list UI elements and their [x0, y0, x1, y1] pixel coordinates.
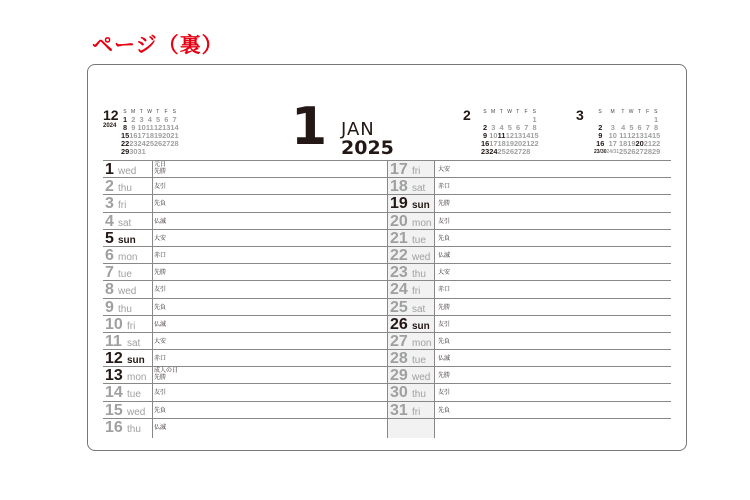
mini-day: 6: [164, 115, 169, 124]
day-row[interactable]: [388, 160, 671, 177]
day-row[interactable]: [103, 366, 387, 383]
mini-day: 21: [170, 131, 179, 140]
day-number: 18: [390, 178, 408, 196]
mini-day: 12: [505, 131, 514, 140]
day-number: 22: [390, 246, 408, 264]
day-number: 27: [390, 332, 408, 350]
day-weekday: fri: [127, 320, 136, 332]
day-number: 31: [390, 401, 408, 419]
mini-day: 29: [121, 147, 130, 156]
day-note: 赤口: [438, 287, 451, 294]
day-row[interactable]: [103, 418, 387, 435]
rokuyo-label: [154, 390, 166, 397]
day-row[interactable]: [388, 332, 671, 349]
mini-month-number: 2: [463, 107, 471, 123]
mini-day: 21: [522, 139, 531, 148]
rokuyo-label: [438, 339, 450, 346]
day-number: 2: [105, 178, 114, 196]
day-weekday: thu: [412, 389, 426, 401]
mini-day: [146, 148, 154, 156]
day-number: 26: [390, 315, 408, 333]
rokuyo-label: [154, 253, 166, 260]
weekday-letter: T: [621, 109, 625, 115]
day-number: 29: [390, 367, 408, 385]
day-note: 赤口: [438, 184, 451, 191]
mini-day: 16: [129, 131, 138, 140]
day-number: 12: [105, 350, 123, 368]
day-row[interactable]: [388, 263, 671, 280]
rokuyo-label: [154, 236, 166, 243]
day-note: 仏滅: [438, 252, 451, 259]
mini-day: [170, 148, 178, 156]
mini-day: 8: [532, 123, 537, 132]
mini-calendar-grid: [121, 108, 179, 156]
day-note: 赤口: [154, 356, 167, 363]
mini-day: 18: [145, 131, 154, 140]
mini-day: 15: [121, 131, 130, 140]
day-weekday: sat: [127, 337, 141, 349]
mini-day: 1: [532, 115, 537, 124]
day-number: 15: [105, 401, 123, 419]
day-note: 元日: [154, 162, 167, 168]
mini-day: 4: [621, 123, 626, 132]
day-note: 友引: [438, 218, 451, 225]
mini-day: 25: [619, 147, 628, 156]
day-row[interactable]: [103, 298, 387, 315]
day-weekday: wed: [118, 166, 137, 177]
mini-day: 9: [598, 131, 603, 140]
day-number: 10: [105, 315, 123, 333]
day-row[interactable]: [103, 332, 387, 349]
mini-day: 18: [619, 139, 628, 148]
weekday-letter: T: [499, 109, 504, 115]
day-weekday: wed: [127, 406, 146, 418]
day-row[interactable]: [103, 212, 387, 229]
day-row[interactable]: [388, 246, 671, 263]
mini-day: 25: [145, 139, 154, 148]
day-note: 先勝: [154, 270, 167, 277]
rokuyo-label: [154, 287, 166, 294]
day-note: 友引: [154, 184, 167, 191]
day-row[interactable]: [388, 349, 671, 366]
mini-day: 11: [497, 131, 506, 140]
mini-day: 26: [627, 147, 636, 156]
rokuyo-label: [438, 356, 450, 363]
day-weekday: fri: [118, 200, 127, 212]
mini-day: [530, 148, 538, 156]
mini-day: 27: [162, 139, 171, 148]
day-note: 赤口: [154, 252, 167, 259]
day-weekday: sun: [412, 320, 430, 332]
day-row[interactable]: [103, 246, 387, 263]
mini-day: 3: [491, 123, 496, 132]
weekday-letter: F: [164, 109, 169, 115]
day-number: 11: [105, 332, 122, 350]
day-number: 16: [105, 418, 123, 436]
day-number: 25: [390, 298, 408, 316]
mini-day: 7: [524, 123, 529, 132]
mini-calendar-grid: [481, 108, 539, 156]
day-weekday: fri: [412, 286, 421, 298]
mini-day: 9: [131, 123, 136, 132]
mini-day: 30: [129, 147, 138, 156]
rokuyo-label: [154, 339, 166, 346]
day-note: 成人の日: [154, 368, 179, 375]
day-weekday: wed: [412, 251, 431, 263]
day-weekday: sat: [412, 183, 426, 195]
day-weekday: thu: [127, 423, 141, 435]
mini-day: 5: [507, 123, 512, 132]
day-row[interactable]: [103, 160, 387, 177]
weekday-letter: W: [507, 109, 513, 115]
day-row[interactable]: [103, 401, 387, 418]
day-weekday: fri: [412, 166, 421, 177]
rokuyo-label: [154, 368, 178, 382]
rokuyo-label: [438, 236, 450, 243]
day-weekday: wed: [412, 372, 431, 384]
mini-day: 31: [137, 147, 146, 156]
mini-day: 2: [598, 123, 603, 132]
day-note: 仏滅: [154, 424, 167, 431]
mini-day: 14: [643, 131, 652, 140]
rokuyo-label: [438, 373, 450, 380]
weekday-letter: T: [637, 109, 642, 115]
rokuyo-label: [154, 356, 166, 363]
day-row[interactable]: [103, 280, 387, 297]
weekday-letter: W: [628, 109, 634, 115]
rokuyo-label: [438, 390, 450, 397]
mini-day: 19: [153, 131, 163, 140]
day-row[interactable]: [388, 401, 671, 418]
mini-day: 6: [515, 123, 521, 132]
mini-day: 13: [162, 123, 171, 132]
weekday-letter: S: [532, 109, 537, 115]
mini-day: 11: [145, 123, 154, 132]
day-weekday: sun: [118, 234, 136, 246]
days-column-right: [388, 160, 671, 435]
mini-day: 26: [153, 139, 163, 148]
mini-day: 5: [155, 115, 161, 124]
day-row[interactable]: [388, 212, 671, 229]
weekday-letter: M: [491, 109, 496, 115]
column-divider: [387, 160, 388, 438]
day-number: 6: [105, 246, 114, 264]
day-row[interactable]: [103, 263, 387, 280]
day-row[interactable]: [103, 349, 387, 366]
days-column-left: [103, 160, 387, 435]
day-weekday: sun: [127, 355, 145, 367]
day-weekday: tue: [127, 389, 141, 401]
rokuyo-label: [438, 322, 450, 329]
rokuyo-label: [438, 305, 450, 312]
mini-day: 5: [629, 123, 634, 132]
mini-day: [154, 148, 162, 156]
mini-day: 23: [481, 147, 490, 156]
day-number: 7: [105, 264, 114, 282]
mini-day: 13: [513, 131, 523, 140]
mini-day: 2: [131, 115, 136, 124]
day-note: 友引: [438, 321, 451, 328]
weekday-letter: S: [654, 109, 658, 115]
month-number: 1: [291, 97, 328, 157]
mini-day: 26: [505, 147, 514, 156]
mini-day: 1: [654, 115, 659, 124]
rokuyo-label: [438, 167, 450, 174]
mini-day: 7: [645, 123, 650, 132]
mini-day: 22: [651, 139, 661, 148]
weekday-letter: M: [131, 109, 136, 115]
mini-day: 27: [513, 147, 523, 156]
day-note: 大安: [154, 235, 167, 242]
mini-day: 17: [608, 139, 617, 148]
day-weekday: wed: [118, 286, 137, 298]
day-number: 19: [390, 195, 408, 213]
mini-day: 14: [522, 131, 531, 140]
mini-day: 4: [499, 123, 504, 132]
mini-day: 10: [608, 131, 617, 140]
weekday-letter: S: [123, 109, 128, 115]
mini-day: 17: [137, 131, 146, 140]
day-note: 大安: [438, 270, 451, 277]
day-number: 5: [105, 229, 114, 247]
day-note: 仏滅: [154, 218, 167, 225]
mini-day: 19: [627, 139, 636, 148]
row-label-divider-left: [152, 160, 153, 438]
mini-year: 2024: [103, 123, 117, 129]
mini-day: 18: [497, 139, 506, 148]
rokuyo-label: [438, 201, 450, 208]
mini-day: 23: [129, 139, 138, 148]
day-note: 友引: [154, 390, 167, 397]
mini-day: 3: [610, 123, 615, 132]
mini-day: 11: [619, 131, 628, 140]
rokuyo-label: [438, 408, 450, 415]
day-note: 大安: [438, 167, 451, 173]
day-number: 24: [390, 281, 408, 299]
mini-day: 12: [153, 123, 163, 132]
day-note: 大安: [154, 338, 167, 345]
mini-day: 15: [651, 131, 661, 140]
mini-month-number: 3: [576, 107, 584, 123]
day-number: 14: [105, 384, 123, 402]
mini-day: 15: [530, 131, 539, 140]
day-number: 1: [105, 161, 114, 178]
day-note: 先勝: [438, 304, 451, 311]
mini-day: 28: [522, 147, 531, 156]
day-row[interactable]: [388, 383, 671, 400]
mini-day: 27: [635, 147, 644, 156]
mini-day: 2: [483, 123, 488, 132]
mini-day: 28: [643, 147, 652, 156]
day-note: 仏滅: [438, 356, 451, 363]
mini-day: 14: [170, 123, 179, 132]
day-note: 先負: [438, 407, 451, 414]
mini-day: 22: [530, 139, 539, 148]
day-note: 友引: [438, 390, 451, 397]
mini-month-number: 12: [103, 107, 119, 123]
day-note: 先負: [154, 201, 167, 208]
weekday-letter: S: [483, 109, 488, 115]
rokuyo-label: [154, 408, 166, 415]
day-weekday: thu: [412, 269, 426, 281]
day-row[interactable]: [388, 229, 671, 246]
mini-day: 20: [635, 139, 644, 148]
mini-day: 12: [627, 131, 636, 140]
mini-day: 9: [483, 131, 488, 140]
weekday-letter: W: [147, 109, 153, 115]
day-note: 先勝: [154, 375, 167, 382]
day-note: 先負: [154, 304, 167, 311]
day-weekday: mon: [118, 251, 138, 263]
mini-calendar-grid: [594, 108, 660, 156]
day-weekday: tue: [412, 234, 426, 246]
mini-day: 23/30: [594, 149, 607, 155]
weekday-letter: F: [646, 109, 650, 115]
year: 2025: [341, 137, 394, 159]
day-number: 28: [390, 350, 408, 368]
day-note: 友引: [154, 287, 167, 294]
mini-day: 10: [137, 123, 146, 132]
weekday-letter: T: [139, 109, 144, 115]
rokuyo-label: [438, 287, 450, 294]
month-name: JAN: [341, 119, 375, 140]
mini-day: 22: [121, 139, 130, 148]
weekday-letter: T: [516, 109, 520, 115]
day-number: 3: [105, 195, 114, 213]
mini-day: 24: [489, 147, 498, 156]
mini-day: 16: [481, 139, 490, 148]
rokuyo-label: [154, 322, 166, 329]
day-weekday: sat: [118, 217, 132, 229]
day-weekday: sat: [412, 303, 426, 315]
day-number: 23: [390, 264, 408, 282]
day-note: 先負: [154, 407, 167, 414]
day-row[interactable]: [103, 315, 387, 332]
day-note: 先負: [438, 235, 451, 242]
day-weekday: tue: [118, 269, 132, 281]
day-number: 4: [105, 212, 114, 230]
day-weekday: sun: [412, 200, 430, 212]
weekday-letter: S: [172, 109, 177, 115]
day-number: 17: [390, 161, 408, 178]
day-row[interactable]: [103, 177, 387, 194]
day-row[interactable]: [103, 229, 387, 246]
rokuyo-label: [438, 184, 450, 191]
day-row[interactable]: [388, 177, 671, 194]
row-label-divider-right: [434, 160, 435, 438]
calendar-page: [87, 64, 687, 451]
day-weekday: mon: [412, 337, 432, 349]
mini-day: 25: [497, 147, 506, 156]
rokuyo-label: [154, 162, 166, 176]
day-note: 仏滅: [154, 321, 167, 328]
day-row[interactable]: [388, 418, 671, 435]
day-row[interactable]: [388, 315, 671, 332]
mini-day: 4: [147, 115, 152, 124]
mini-day: 3: [139, 115, 144, 124]
weekday-letter: M: [610, 109, 616, 115]
day-row[interactable]: [103, 383, 387, 400]
mini-day: 24: [137, 139, 146, 148]
rokuyo-label: [154, 201, 166, 208]
day-note: 先勝: [438, 373, 451, 380]
mini-day: 17: [489, 139, 498, 148]
day-note: 先勝: [154, 169, 167, 175]
rokuyo-label: [438, 219, 450, 226]
day-number: 30: [390, 384, 408, 402]
day-row[interactable]: [388, 194, 671, 211]
day-weekday: thu: [118, 183, 132, 195]
day-weekday: fri: [412, 406, 421, 418]
rokuyo-label: [154, 219, 166, 226]
day-weekday: tue: [412, 355, 426, 367]
day-row[interactable]: [388, 366, 671, 383]
day-number: 21: [390, 229, 408, 247]
page-title: ページ（裏）: [92, 33, 224, 57]
mini-day: 8: [654, 123, 659, 132]
day-number: 20: [390, 212, 408, 230]
day-weekday: thu: [118, 303, 132, 315]
rokuyo-label: [154, 270, 166, 277]
day-weekday: mon: [127, 372, 147, 384]
mini-day: 21: [643, 139, 652, 148]
rokuyo-label: [154, 305, 166, 312]
mini-day: 28: [170, 139, 179, 148]
mini-day: 8: [123, 123, 128, 132]
mini-day: 19: [505, 139, 514, 148]
day-weekday: mon: [412, 217, 432, 229]
rokuyo-label: [154, 184, 166, 191]
day-number: 9: [105, 298, 114, 316]
day-note: 先勝: [438, 201, 451, 208]
mini-day: 20: [162, 131, 171, 140]
mini-day: 10: [489, 131, 498, 140]
day-row[interactable]: [388, 298, 671, 315]
mini-day: 7: [172, 115, 177, 124]
rokuyo-label: [438, 270, 450, 277]
day-number: 8: [105, 281, 114, 299]
mini-day: 6: [637, 123, 642, 132]
day-row[interactable]: [103, 194, 387, 211]
mini-day: 24/31: [606, 149, 620, 155]
mini-day: 13: [635, 131, 644, 140]
mini-day: 16: [596, 139, 605, 148]
rokuyo-label: [154, 425, 166, 432]
day-note: 先負: [438, 338, 451, 345]
day-number: 13: [105, 367, 123, 385]
day-row[interactable]: [388, 280, 671, 297]
weekday-letter: F: [524, 109, 529, 115]
rokuyo-label: [438, 253, 450, 260]
mini-day: 1: [123, 115, 128, 124]
mini-day: 20: [513, 139, 523, 148]
mini-day: [162, 148, 170, 156]
weekday-letter: S: [598, 109, 603, 115]
weekday-letter: T: [156, 109, 160, 115]
mini-day: 29: [651, 147, 661, 156]
